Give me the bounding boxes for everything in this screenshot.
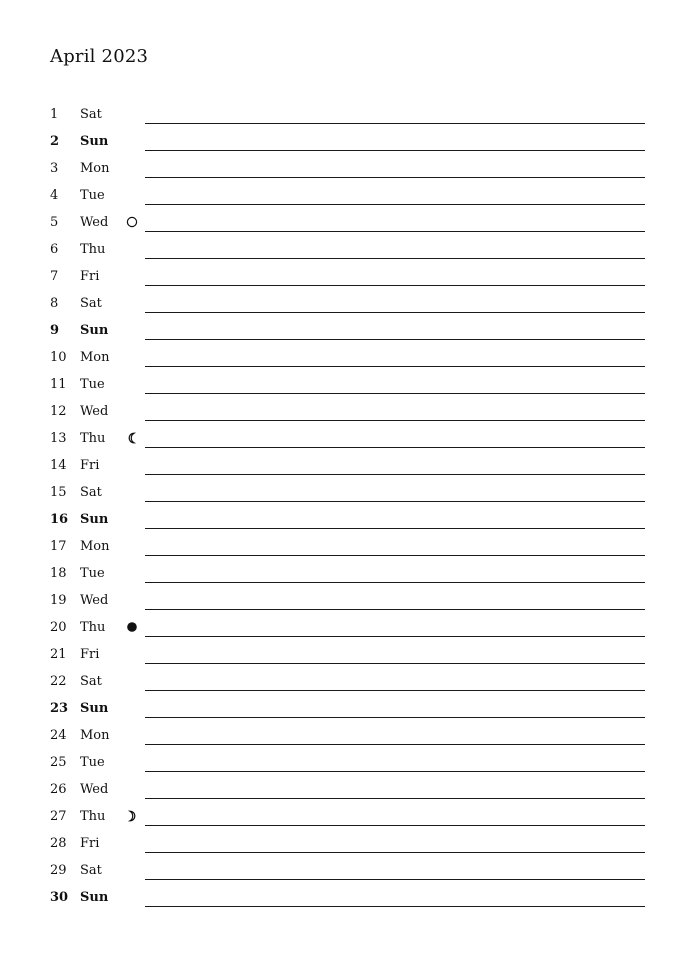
- day-row: [0, 560, 693, 587]
- weekday-label: Wed: [80, 782, 109, 797]
- weekday-label: Fri: [80, 836, 100, 851]
- day-row: [0, 695, 693, 722]
- writing-line[interactable]: [145, 663, 645, 664]
- weekday-label: Sat: [80, 107, 102, 122]
- writing-line[interactable]: [145, 636, 645, 637]
- writing-line[interactable]: [145, 258, 645, 259]
- writing-line[interactable]: [145, 717, 645, 718]
- new-moon-icon: [126, 619, 140, 633]
- writing-line[interactable]: [145, 150, 645, 151]
- day-row: [0, 776, 693, 803]
- day-number: 30: [50, 890, 69, 905]
- day-row: [0, 884, 693, 911]
- writing-line[interactable]: [145, 771, 645, 772]
- day-number: 6: [50, 242, 59, 257]
- day-number: 13: [50, 431, 67, 446]
- day-number: 11: [50, 377, 67, 392]
- weekday-label: Mon: [80, 728, 110, 743]
- writing-line[interactable]: [145, 906, 645, 907]
- day-number: 23: [50, 701, 69, 716]
- weekday-label: Tue: [80, 566, 105, 581]
- writing-line[interactable]: [145, 825, 645, 826]
- writing-line[interactable]: [145, 204, 645, 205]
- weekday-label: Mon: [80, 539, 110, 554]
- day-number: 28: [50, 836, 67, 851]
- day-number: 17: [50, 539, 67, 554]
- writing-line[interactable]: [145, 312, 645, 313]
- day-number: 3: [50, 161, 59, 176]
- day-row: [0, 506, 693, 533]
- weekday-label: Sun: [80, 890, 109, 905]
- writing-line[interactable]: [145, 420, 645, 421]
- writing-line[interactable]: [145, 339, 645, 340]
- weekday-label: Fri: [80, 269, 100, 284]
- day-row: [0, 398, 693, 425]
- writing-line[interactable]: [145, 744, 645, 745]
- day-number: 9: [50, 323, 60, 338]
- day-number: 7: [50, 269, 59, 284]
- weekday-label: Thu: [80, 809, 106, 824]
- day-number: 15: [50, 485, 67, 500]
- day-row: [0, 587, 693, 614]
- day-row: [0, 155, 693, 182]
- day-row: [0, 209, 693, 236]
- day-number: 26: [50, 782, 67, 797]
- day-number: 4: [50, 188, 59, 203]
- day-number: 22: [50, 674, 67, 689]
- day-row: [0, 749, 693, 776]
- day-row: [0, 668, 693, 695]
- weekday-label: Sat: [80, 674, 102, 689]
- weekday-label: Sun: [80, 512, 109, 527]
- day-row: [0, 641, 693, 668]
- day-number: 16: [50, 512, 69, 527]
- writing-line[interactable]: [145, 609, 645, 610]
- weekday-label: Thu: [80, 620, 106, 635]
- day-number: 10: [50, 350, 67, 365]
- writing-line[interactable]: [145, 123, 645, 124]
- writing-line[interactable]: [145, 474, 645, 475]
- weekday-label: Sun: [80, 701, 109, 716]
- weekday-label: Wed: [80, 593, 109, 608]
- day-row: [0, 263, 693, 290]
- writing-line[interactable]: [145, 798, 645, 799]
- day-row: [0, 182, 693, 209]
- weekday-label: Fri: [80, 647, 100, 662]
- day-number: 19: [50, 593, 67, 608]
- writing-line[interactable]: [145, 366, 645, 367]
- weekday-label: Thu: [80, 431, 106, 446]
- day-number: 14: [50, 458, 67, 473]
- day-number: 5: [50, 215, 59, 230]
- last-quarter-moon-icon: [126, 430, 140, 444]
- weekday-label: Fri: [80, 458, 100, 473]
- weekday-label: Mon: [80, 350, 110, 365]
- writing-line[interactable]: [145, 555, 645, 556]
- weekday-label: Sat: [80, 863, 102, 878]
- day-number: 24: [50, 728, 67, 743]
- writing-line[interactable]: [145, 501, 645, 502]
- day-number: 29: [50, 863, 67, 878]
- day-number: 27: [50, 809, 67, 824]
- writing-line[interactable]: [145, 177, 645, 178]
- day-list: [0, 101, 693, 911]
- weekday-label: Sun: [80, 134, 109, 149]
- weekday-label: Sun: [80, 323, 109, 338]
- day-row: [0, 317, 693, 344]
- day-row: [0, 533, 693, 560]
- day-number: 21: [50, 647, 67, 662]
- weekday-label: Tue: [80, 188, 105, 203]
- day-row: [0, 290, 693, 317]
- day-row: [0, 857, 693, 884]
- day-number: 20: [50, 620, 67, 635]
- page-title: April 2023: [50, 46, 149, 67]
- day-number: 18: [50, 566, 67, 581]
- day-row: [0, 236, 693, 263]
- writing-line[interactable]: [145, 582, 645, 583]
- day-row: [0, 614, 693, 641]
- writing-line[interactable]: [145, 393, 645, 394]
- weekday-label: Sat: [80, 485, 102, 500]
- day-row: [0, 722, 693, 749]
- writing-line[interactable]: [145, 528, 645, 529]
- day-row: [0, 344, 693, 371]
- day-row: [0, 425, 693, 452]
- day-number: 1: [50, 107, 59, 122]
- day-row: [0, 479, 693, 506]
- writing-line[interactable]: [145, 447, 645, 448]
- writing-line[interactable]: [145, 285, 645, 286]
- day-number: 8: [50, 296, 59, 311]
- day-row: [0, 128, 693, 155]
- weekday-label: Sat: [80, 296, 102, 311]
- weekday-label: Thu: [80, 242, 106, 257]
- weekday-label: Wed: [80, 404, 109, 419]
- day-number: 12: [50, 404, 67, 419]
- day-number: 2: [50, 134, 60, 149]
- weekday-label: Tue: [80, 755, 105, 770]
- writing-line[interactable]: [145, 852, 645, 853]
- first-quarter-moon-icon: [126, 808, 140, 822]
- day-row: [0, 101, 693, 128]
- day-row: [0, 803, 693, 830]
- day-number: 25: [50, 755, 67, 770]
- writing-line[interactable]: [145, 231, 645, 232]
- full-moon-icon: [126, 214, 140, 228]
- weekday-label: Tue: [80, 377, 105, 392]
- writing-line[interactable]: [145, 690, 645, 691]
- day-row: [0, 452, 693, 479]
- writing-line[interactable]: [145, 879, 645, 880]
- day-row: [0, 830, 693, 857]
- weekday-label: Wed: [80, 215, 109, 230]
- weekday-label: Mon: [80, 161, 110, 176]
- day-row: [0, 371, 693, 398]
